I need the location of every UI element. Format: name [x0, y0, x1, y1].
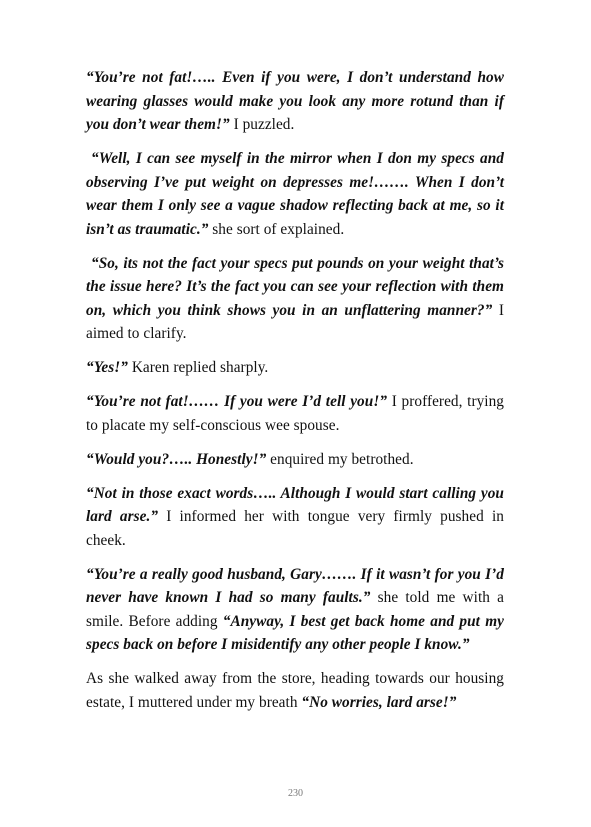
paragraph-6	[86, 448, 504, 472]
page-body-text	[86, 66, 504, 714]
narration: I informed her with tongue very firmly pushed in cheek.	[86, 508, 504, 549]
paragraph-2	[86, 147, 504, 241]
dialogue-quote: “You’re a really good husband, Gary……. If it wasn’t for you I’d never have known I had so many faults.”	[86, 565, 504, 606]
paragraph-9	[86, 667, 504, 714]
narration: I proffered, trying to placate my self-conscious wee spouse.	[86, 393, 504, 434]
narration: I aimed to clarify.	[86, 301, 504, 342]
paragraph-4	[86, 356, 504, 380]
paragraph-7	[86, 482, 504, 553]
dialogue-quote: “Well, I can see myself in the mirror when I don my specs and observing I’ve put weight on depresses me!……. When I don’t wear them I only see a vague shadow reflecting back at me, so it isn’t as traumatic.”	[86, 150, 504, 238]
paragraph-5	[86, 390, 504, 437]
narration: As she walked away from the store, heading towards our housing estate, I muttered under my breath	[86, 670, 504, 711]
narration: enquired my betrothed.	[266, 450, 414, 468]
dialogue-quote: “So, its not the fact your specs put pounds on your weight that’s the issue here? It’s the fact you can see your reflection with them on, which you think shows you in an unflattering manner?”	[86, 254, 504, 319]
paragraph-1	[86, 66, 504, 137]
narration: she told me with a smile. Before adding	[86, 589, 504, 630]
dialogue-quote: “Would you?….. Honestly!”	[86, 450, 267, 468]
narration: I puzzled.	[229, 116, 295, 133]
page-number: 230	[288, 788, 303, 799]
paragraph-8	[86, 563, 504, 657]
paragraph-3	[86, 252, 504, 346]
dialogue-quote: “You’re not fat!….. Even if you were, I don’t understand how wearing glasses would make you look any more rotund than if you don’t wear them!”	[86, 69, 504, 133]
narration: Karen replied sharply.	[127, 359, 269, 376]
dialogue-quote: “Yes!”	[86, 359, 128, 376]
dialogue-quote: “No worries, lard arse!”	[301, 693, 457, 711]
dialogue-quote: “You’re not fat!…… If you were I’d tell you!”	[86, 393, 388, 410]
narration: she sort of explained.	[208, 220, 345, 238]
dialogue-quote: “Not in those exact words….. Although I would start calling you lard arse.”	[86, 484, 504, 525]
dialogue-quote: “Anyway, I best get back home and put my specs back on before I misidentify any other people I know.”	[86, 612, 504, 653]
